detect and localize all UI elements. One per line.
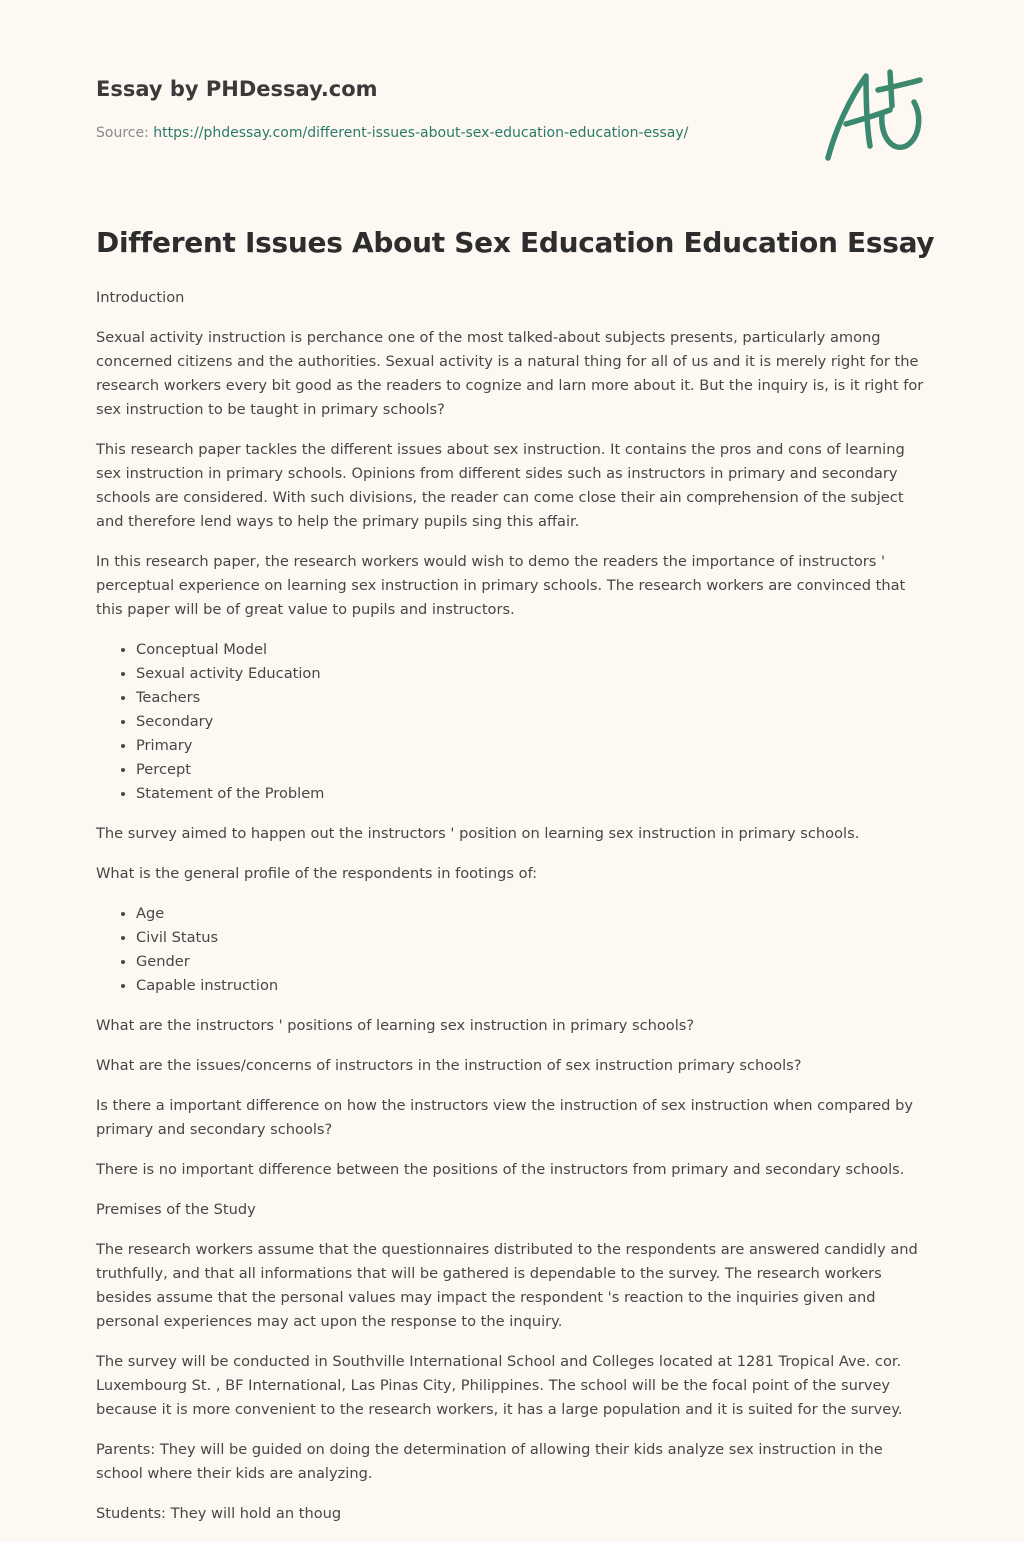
source-label: Source: bbox=[96, 125, 154, 141]
source-line bbox=[96, 125, 688, 141]
list-item: • Secondary bbox=[136, 710, 928, 734]
paragraph: What are the issues/concerns of instructors in the instruction of sex instruction primary schools? bbox=[96, 1057, 802, 1074]
source-link[interactable]: https://phdessay.com/different-issues-about-sex-education-education-essay/ bbox=[153, 125, 689, 141]
list-item: • Sexual activity Education bbox=[136, 662, 928, 686]
list-item: • Teachers bbox=[136, 686, 928, 710]
list-item: • Conceptual Model bbox=[136, 638, 928, 662]
profile-list bbox=[96, 902, 928, 998]
paragraph: This research paper tackles the different issues about sex instruction. It contains the pros and cons of learning sex instruction in primary schools. Opinions from different sides such as instructors in primary and secondary schools are considered. With such divisions, the reader can come close their ain comprehension of the subject and therefore lend ways to help the primary pupils sing this affair. bbox=[96, 441, 905, 530]
paragraph: The research workers assume that the questionnaires distributed to the respondents are answered candidly and truthfully, and that all informations that will be gathered is dependable to the survey. The research workers besides assume that the personal values may impact the respondent 's reaction to the inquiries given and personal experiences may act upon the response to the inquiry. bbox=[96, 1241, 918, 1330]
paragraph: The survey will be conducted in Southville International School and Colleges located at 1281 Tropical Ave. cor. Luxembourg St. , BF International, Las Pinas City, Philippines. The school will be the focal point of the survey because it is more convenient to the research workers, it has a large population and it is suited for the survey. bbox=[96, 1353, 903, 1418]
essay-title: Different Issues About Sex Education Education Essay bbox=[96, 226, 935, 259]
a-plus-logo-icon bbox=[822, 66, 930, 166]
paragraph: Sexual activity instruction is perchance one of the most talked-about subjects presents, particularly among concerned citizens and the authorities. Sexual activity is a natural thing for all of us and it is merely right for the research workers every bit good as the readers to cognize and larn more about it. But the inquiry is, is it right for sex instruction to be taught in primary schools? bbox=[96, 329, 924, 418]
paragraph: There is no important difference between the positions of the instructors from primary and secondary schools. bbox=[96, 1161, 905, 1178]
list-item: • Gender bbox=[136, 950, 928, 974]
paragraph: Students: They will hold an thoug bbox=[96, 1505, 342, 1522]
intro-heading: Introduction bbox=[96, 289, 185, 306]
paragraph: Parents: They will be guided on doing the determination of allowing their kids analyze sex instruction in the school where their kids are analyzing. bbox=[96, 1441, 883, 1482]
premises-heading: Premises of the Study bbox=[96, 1201, 256, 1218]
essay-body bbox=[96, 286, 928, 1542]
concept-list bbox=[96, 638, 928, 806]
paragraph: The survey aimed to happen out the instructors ' position on learning sex instruction in primary schools. bbox=[96, 825, 860, 842]
paragraph: Is there a important difference on how the instructors view the instruction of sex instruction when compared by primary and secondary schools? bbox=[96, 1097, 913, 1138]
site-brand: Essay by PHDessay.com bbox=[96, 77, 378, 101]
list-item: • Capable instruction bbox=[136, 974, 928, 998]
list-item: • Statement of the Problem bbox=[136, 782, 928, 806]
list-item: • Age bbox=[136, 902, 928, 926]
paragraph: In this research paper, the research workers would wish to demo the readers the importance of instructors ' perceptual experience on learning sex instruction in primary schools. The research workers are convinced that this paper will be of great value to pupils and instructors. bbox=[96, 553, 906, 618]
list-item: • Civil Status bbox=[136, 926, 928, 950]
paragraph: What is the general profile of the respondents in footings of: bbox=[96, 865, 538, 882]
paragraph: What are the instructors ' positions of learning sex instruction in primary schools? bbox=[96, 1017, 695, 1034]
list-item: • Primary bbox=[136, 734, 928, 758]
list-item: • Percept bbox=[136, 758, 928, 782]
